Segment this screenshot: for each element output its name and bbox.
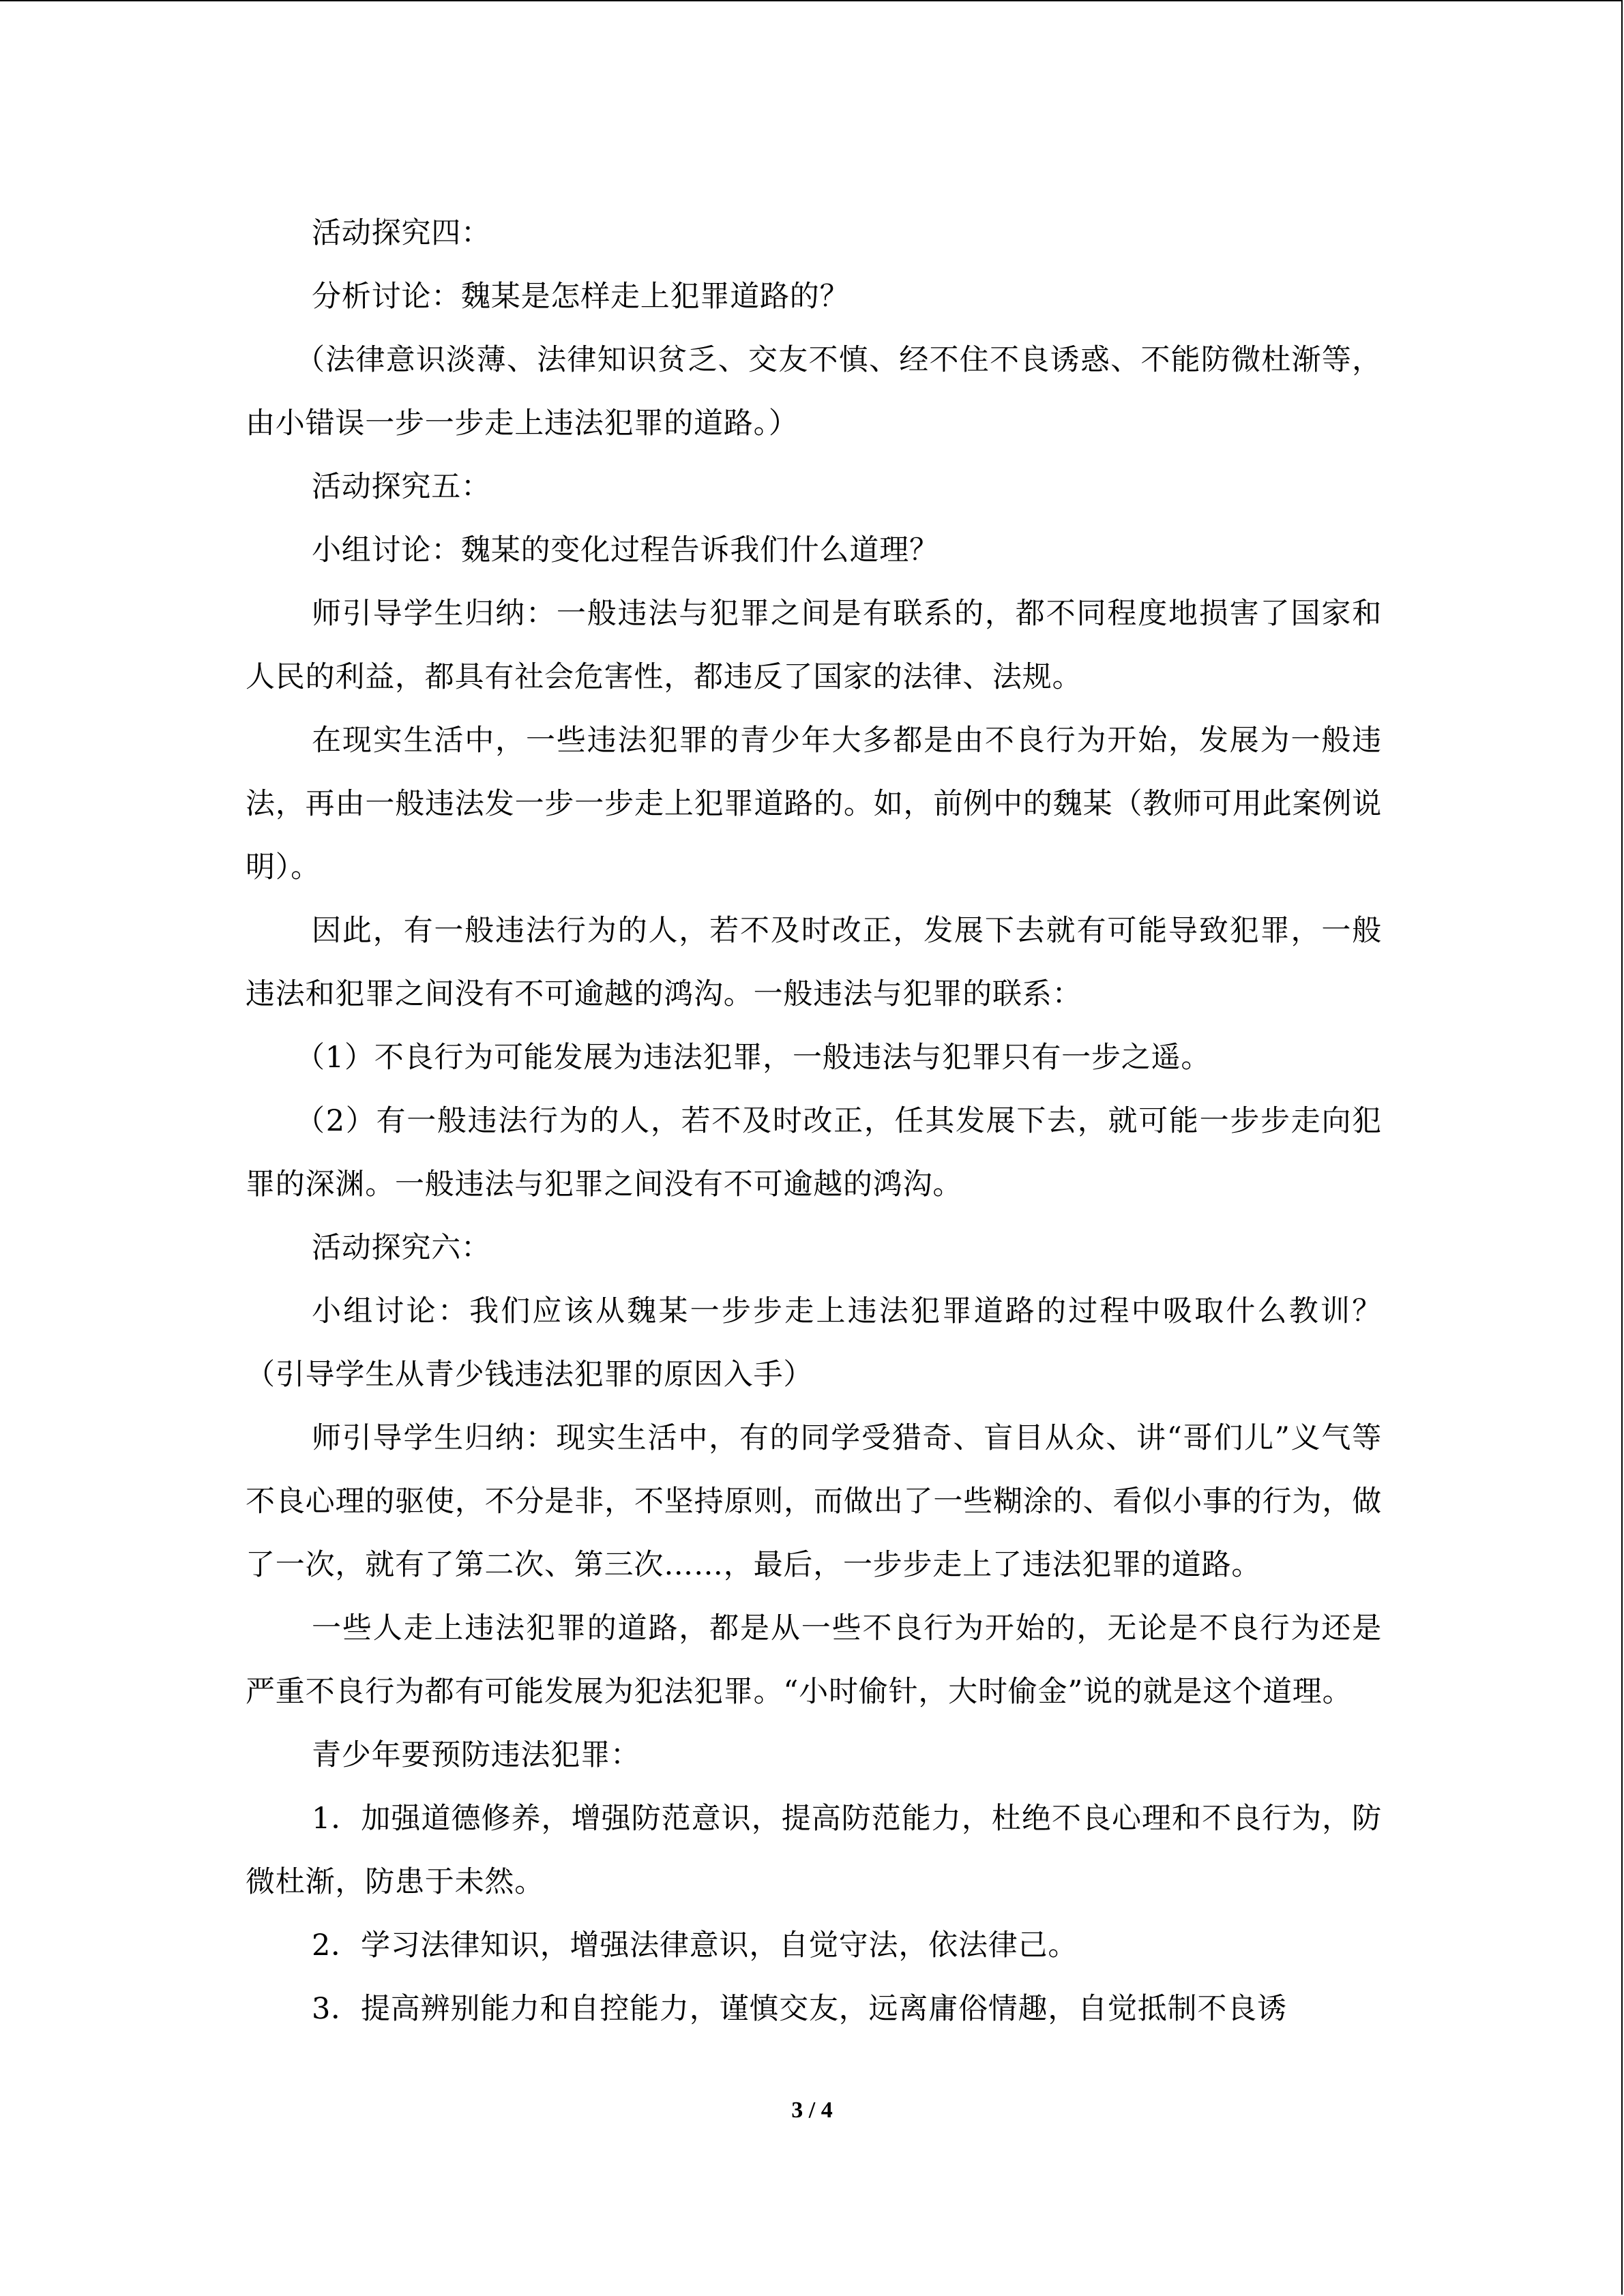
paragraph-question-lesson: 小组讨论：我们应该从魏某一步步走上违法犯罪道路的过程中吸取什么教训？（引导学生从青少钱违法犯罪的原因入手） bbox=[246, 1294, 1382, 1392]
paragraph-bad-behavior: 一些人走上违法犯罪的道路，都是从一些不良行为开始的，无论是不良行为还是严重不良行为都有可能发展为犯法犯罪。“小时偷针，大时偷金”说的就是这个道理。 bbox=[246, 1611, 1382, 1709]
paragraph-heading-activity-4: 活动探究四： bbox=[312, 216, 491, 250]
list-item-prevention-3: 3．提高辨别能力和自控能力，谨慎交友，远离庸俗情趣，自觉抵制不良诱 bbox=[312, 1992, 1287, 2026]
paragraph-real-life: 在现实生活中，一些违法犯罪的青少年大多都是由不良行为开始，发展为一般违法，再由一般违法发一步一步走上犯罪道路的。如，前例中的魏某（教师可用此案例说明）。 bbox=[246, 724, 1382, 884]
document-body bbox=[246, 202, 1382, 2041]
paragraph-teacher-summary-2: 师引导学生归纳：现实生活中，有的同学受猎奇、盲目从众、讲“哥们儿”义气等不良心理的驱使，不分是非，不坚持原则，而做出了一些糊涂的、看似小事的行为，做了一次，就有了第二次、第三次……，最后，一步步走上了违法犯罪的道路。 bbox=[246, 1421, 1382, 1582]
paragraph-teacher-summary-1: 师引导学生归纳：一般违法与犯罪之间是有联系的，都不同程度地损害了国家和人民的利益，都具有社会危害性，都违反了国家的法律、法规。 bbox=[246, 597, 1382, 694]
list-item-prevention-1: 1．加强道德修养，增强防范意识，提高防范能力，杜绝不良心理和不良行为，防微杜渐，防患于未然。 bbox=[246, 1802, 1382, 1899]
paragraph-point-2: （2）有一般违法行为的人，若不及时改正，任其发展下去，就可能一步步走向犯罪的深渊。一般违法与犯罪之间没有不可逾越的鸿沟。 bbox=[246, 1104, 1382, 1202]
list-item-prevention-2: 2．学习法律知识，增强法律意识，自觉守法，依法律己。 bbox=[312, 1928, 1078, 1963]
paragraph-answer-reasons: （法律意识淡薄、法律知识贫乏、交友不慎、经不住不良诱惑、不能防微杜渐等，由小错误一步一步走上违法犯罪的道路。） bbox=[246, 343, 1382, 441]
paragraph-heading-activity-6: 活动探究六： bbox=[312, 1231, 491, 1265]
paragraph-question-group: 小组讨论：魏某的变化过程告诉我们什么道理？ bbox=[312, 533, 939, 567]
paragraph-question-analysis: 分析讨论：魏某是怎样走上犯罪道路的？ bbox=[312, 280, 850, 314]
paragraph-heading-activity-5: 活动探究五： bbox=[312, 470, 491, 504]
paragraph-therefore: 因此，有一般违法行为的人，若不及时改正，发展下去就有可能导致犯罪，一般违法和犯罪之间没有不可逾越的鸿沟。一般违法与犯罪的联系： bbox=[246, 914, 1382, 1011]
paragraph-point-1: （1）不良行为可能发展为违法犯罪，一般违法与犯罪只有一步之遥。 bbox=[295, 1041, 1211, 1075]
page-number: 3 / 4 bbox=[791, 2098, 833, 2123]
paragraph-prevention-heading: 青少年要预防违法犯罪： bbox=[312, 1738, 640, 1772]
